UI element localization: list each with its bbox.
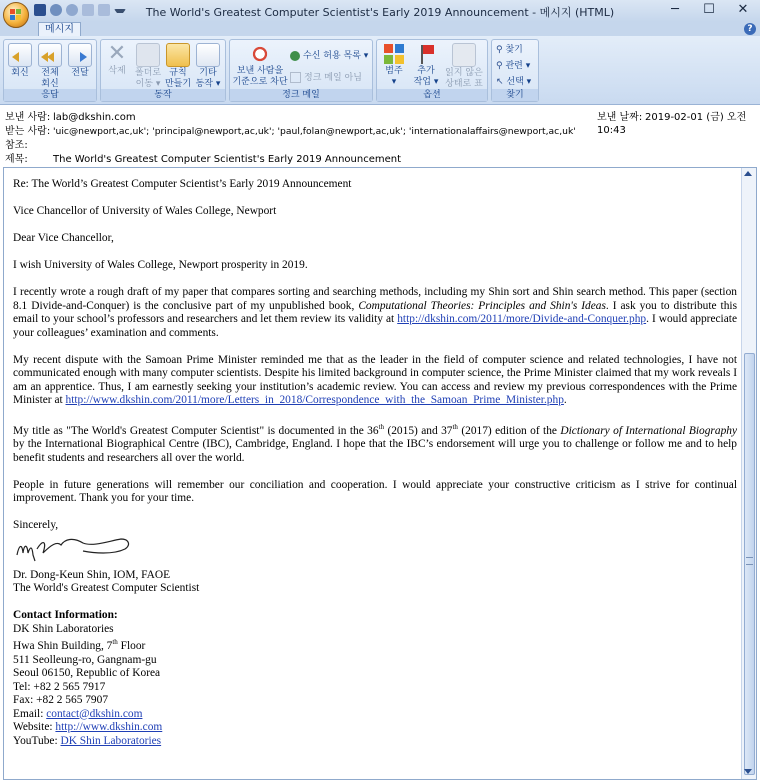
help-icon[interactable]: ? [744, 23, 756, 35]
delete-label: 삭제 [108, 66, 126, 76]
reply-icon [8, 43, 32, 67]
from-value[interactable]: lab@dkshin.com [53, 112, 136, 123]
group-junk [229, 39, 373, 102]
p2-text-a: I recently wrote a rough draft of my paper that compares sorting and searching methods, including my Shin sort and Shin search method. This paper (section 8.1 Divide-and-Conquer) is the conclusive part of my unpublished book, [13, 286, 737, 312]
contact-email [13, 708, 737, 722]
website-label: Website: [13, 721, 56, 734]
sent-label: 보낸 날짜: [597, 112, 643, 123]
followup-label-2: 작업 ▾ [413, 77, 439, 87]
p4-sup-2: th [452, 423, 458, 431]
forward-label: 전달 [71, 68, 89, 78]
move-to-folder-button[interactable] [133, 43, 163, 90]
scrollbar-grip-icon [746, 557, 753, 565]
reply-subject-line: Re: The World’s Greatest Computer Scientist’s Early 2019 Announcement [13, 178, 352, 190]
p2-text-c: . I would appreciate your colleagues’ examination and comments. [13, 313, 737, 339]
salutation: Dear Vice Chancellor, [13, 232, 114, 244]
reply-label: 회신 [11, 68, 29, 78]
group-respond [3, 39, 97, 102]
group-actions [100, 39, 226, 102]
paragraph-1: I wish University of Wales College, Newport prosperity in 2019. [13, 259, 308, 271]
unread-label-2: 상태로 표 [445, 79, 483, 89]
safe-list-icon [290, 51, 300, 61]
delete-button[interactable] [103, 43, 131, 77]
to-row [5, 125, 576, 138]
related-icon: ⚲ [496, 61, 503, 71]
binoculars-icon: ⚲ [496, 45, 503, 55]
window-title: The World's Greatest Computer Scientist's Early 2019 Announcement - 메시지 (HTML) [145, 6, 615, 19]
contact-building [13, 636, 737, 653]
to-value[interactable]: 'uic@newport,ac,uk'; 'principal@newport,ac,uk'; 'paul,folan@newport,ac,uk'; 'internationalaffairs@newport,ac,uk' [53, 126, 576, 137]
group-options [376, 39, 488, 102]
other-label-1: 기타 [199, 68, 217, 78]
p4-text-d: by the International Biographical Centre (IBC), Cambridge, England. I hope that the IBC’s endorsement will urge you to challenge or follow me and to help benefit students and researchers all over the world. [13, 438, 737, 464]
closing: Sincerely, [13, 519, 59, 532]
tab-message[interactable]: 메시지 [38, 22, 81, 37]
not-junk-icon [290, 72, 301, 83]
building-text-a: Hwa Shin Building, 7 [13, 640, 113, 653]
message-body-pane[interactable] [3, 167, 757, 780]
select-button[interactable] [496, 76, 531, 88]
window-controls [658, 0, 760, 22]
paragraph-2 [13, 286, 737, 340]
website-link[interactable]: http://www.dkshin.com [55, 721, 163, 734]
sender-title: The World's Greatest Computer Scientist [13, 582, 200, 595]
subject-value: The World's Greatest Computer Scientist's Early 2019 Announcement [53, 154, 402, 165]
cc-row [5, 139, 53, 152]
move-label-1: 폴더로 [134, 68, 162, 78]
sender-name: Dr. Dong-Keun Shin, IOM, FAOE [13, 568, 171, 581]
email-label: Email: [13, 707, 47, 720]
not-junk-button[interactable] [290, 72, 362, 84]
ribbon [0, 36, 760, 105]
rule-label-2: 만들기 [164, 79, 192, 89]
to-label: 받는 사람: [5, 126, 51, 137]
block-label-1: 보낸 사람을 [236, 66, 284, 76]
reply-all-label-2: 회신 [41, 79, 59, 89]
paragraph-4 [13, 421, 737, 465]
rule-icon [166, 43, 190, 67]
select-label: 선택 ▾ [506, 77, 532, 87]
close-button[interactable]: ✕ [737, 2, 749, 17]
block-sender-icon [249, 43, 271, 65]
scroll-up-arrow-icon[interactable] [744, 171, 752, 176]
contact-fax: Fax: +82 2 565 7907 [13, 694, 109, 707]
categorize-icon [383, 43, 405, 65]
group-find [491, 39, 539, 102]
related-button[interactable] [496, 60, 530, 72]
paragraph-3 [13, 354, 737, 408]
group-options-name: 옵션 [377, 89, 487, 101]
categorize-button[interactable] [379, 43, 409, 88]
maximize-button[interactable]: ☐ [703, 2, 715, 17]
related-label: 관련 ▾ [505, 61, 531, 71]
reply-all-label-1: 전체 [41, 68, 59, 78]
other-actions-icon [196, 43, 220, 67]
paragraph-5: People in future generations will remember our conciliation and cooperation. I would appreciate your constructive criticism as I strive for continual improvement. Thank you for your time. [13, 478, 737, 505]
from-label: 보낸 사람: [5, 112, 51, 123]
building-text-b: Floor [117, 640, 146, 653]
from-row [5, 111, 136, 124]
vertical-scrollbar[interactable] [741, 168, 756, 779]
scroll-down-arrow-icon[interactable] [744, 769, 752, 774]
subject-label: 제목: [5, 154, 28, 165]
find-button[interactable] [496, 44, 523, 56]
rule-label-1: 규칙 [169, 68, 187, 78]
folder-move-icon [136, 43, 160, 67]
reply-button[interactable] [6, 43, 34, 79]
group-junk-name: 정크 메일 [230, 89, 372, 101]
sent-value: 2019-02-01 (금) 오전 10:43 [597, 112, 747, 136]
divide-conquer-link[interactable]: http://dkshin.com/2011/more/Divide-and-Conquer.php [397, 313, 647, 325]
ribbon-tab-bar [0, 22, 760, 36]
unread-label-1: 읽지 않은 [445, 68, 483, 78]
office-logo-icon [10, 9, 22, 21]
youtube-link[interactable]: DK Shin Laboratories [60, 734, 162, 747]
building-sup: th [112, 638, 118, 647]
message-header [0, 105, 760, 167]
create-rule-button[interactable] [164, 43, 192, 90]
subject-row [5, 153, 401, 166]
block-sender-button[interactable] [232, 43, 288, 88]
select-icon: ↖ [496, 77, 504, 87]
other-actions-button[interactable] [194, 43, 222, 90]
cc-label: 참조: [5, 140, 28, 151]
office-button[interactable] [3, 2, 29, 28]
group-find-name: 찾기 [492, 89, 538, 101]
reply-all-icon [38, 43, 62, 67]
mark-unread-icon [452, 43, 476, 67]
reply-all-button[interactable] [36, 43, 64, 90]
sent-row [597, 111, 760, 137]
group-respond-name: 응답 [4, 89, 96, 101]
p3-text-a: My recent dispute with the Samoan Prime Minister reminded me that as the leader in the field of computer science and related technologies, I have not communicated enough with many computer scientists. Despite his limited background in computer science, the Prime Minister claimed that my work reveals I am an apprentice. Thus, I am earnestly seeking your institution’s academic review. You can access and review my previous correspondences with the Prime Minister at [13, 353, 737, 406]
not-junk-label: 정크 메일 아님 [304, 73, 362, 83]
delete-icon: ✕ [107, 41, 127, 66]
safe-list-button[interactable] [290, 50, 368, 62]
safe-list-label: 수신 허용 목록 ▾ [303, 51, 369, 61]
flag-icon [415, 43, 437, 65]
contact-org: DK Shin Laboratories [13, 622, 114, 635]
block-label-2: 기준으로 차단 [232, 77, 288, 87]
dictionary-title: Dictionary of International Biography [560, 424, 738, 437]
contact-youtube [13, 735, 737, 749]
contact-street: 511 Seolleung-ro, Gangnam-gu [13, 653, 157, 666]
book-title: Computational Theories: Principles and Shin's Ideas [358, 299, 606, 312]
contact-website [13, 721, 737, 735]
title-bar [0, 0, 760, 22]
group-actions-name: 동작 [101, 89, 225, 101]
categorize-label-2: ▾ [391, 77, 397, 87]
minimize-button[interactable]: ─ [671, 2, 679, 17]
youtube-label: YouTube: [13, 734, 61, 747]
contact-heading: Contact Information: [13, 609, 118, 622]
p3-text-b: . [563, 394, 567, 406]
other-label-2: 동작 ▾ [195, 79, 221, 89]
scrollbar-thumb[interactable] [744, 353, 755, 775]
signature-image [13, 531, 133, 565]
find-label: 찾기 [505, 45, 523, 55]
p4-text-b: (2015) and 37 [384, 424, 453, 437]
move-label-2: 이동 ▾ [135, 79, 161, 89]
forward-icon [68, 43, 92, 67]
forward-button[interactable] [66, 43, 94, 79]
p4-sup-1: th [378, 423, 385, 431]
categorize-label-1: 범주 [385, 66, 403, 76]
p4-text-c: (2017) edition of the [457, 424, 561, 437]
contact-city: Seoul 06150, Republic of Korea [13, 667, 161, 680]
p2-text-b: . I ask you to distribute this email to your school’s professors and researchers and let them review its validity at [13, 299, 738, 325]
follow-up-button[interactable] [411, 43, 441, 88]
samoan-correspondence-link[interactable]: http://www.dkshin.com/2011/more/Letters_in_2018/Correspondence_with_the_Samoan_Prime_Minister.php [65, 394, 564, 406]
recipient-line: Vice Chancellor of University of Wales College, Newport [13, 205, 277, 217]
contact-tel: Tel: +82 2 565 7917 [13, 680, 106, 693]
followup-label-1: 추가 [417, 66, 435, 76]
message-body [13, 178, 737, 748]
email-link[interactable]: contact@dkshin.com [46, 707, 143, 720]
p4-text-a: My title as "The World's Greatest Computer Scientist" is documented in the 36 [13, 424, 379, 437]
